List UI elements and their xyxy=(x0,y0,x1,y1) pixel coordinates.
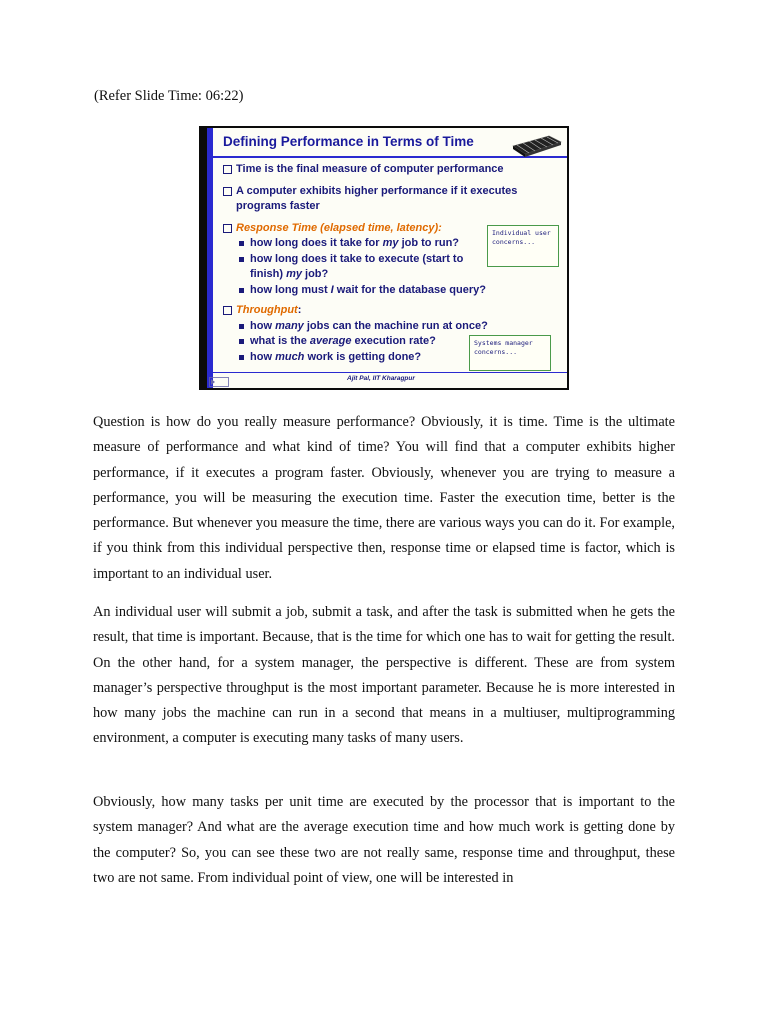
response-time-paren: (elapsed time, latency): xyxy=(320,221,442,234)
note-line: concerns... xyxy=(492,237,536,246)
emphasis: average xyxy=(309,335,352,347)
text: finish) xyxy=(250,268,287,280)
footer-rule xyxy=(213,372,567,373)
response-time-label: Response Time xyxy=(236,221,318,234)
emphasis: much xyxy=(275,350,305,363)
individual-user-note xyxy=(487,225,559,267)
slide-sub-bullet-continuation xyxy=(223,267,559,283)
chip-icon xyxy=(509,132,563,158)
checkbox-bullet-icon xyxy=(223,187,232,196)
text: work is getting done? xyxy=(304,350,422,363)
throughput-label: Throughput xyxy=(236,304,298,316)
text: how xyxy=(250,319,276,332)
square-bullet-icon xyxy=(239,339,244,344)
slide-sub-bullet xyxy=(223,319,559,335)
slide-bullet-text: A computer exhibits higher performance if it executes xyxy=(236,184,518,197)
square-bullet-icon xyxy=(239,257,244,262)
text: how long must xyxy=(250,283,331,296)
emphasis: my xyxy=(382,237,399,249)
text: jobs can the machine run at once? xyxy=(303,319,488,332)
slide-image xyxy=(199,126,569,390)
checkbox-bullet-icon xyxy=(223,165,232,174)
square-bullet-icon xyxy=(239,355,244,360)
throughput-colon: : xyxy=(297,304,302,316)
text: what is the xyxy=(250,335,310,347)
slide-bullet xyxy=(223,162,559,178)
slide-nav-icon xyxy=(209,377,229,387)
text: execution rate? xyxy=(351,335,436,347)
slide-title: Defining Performance in Terms of Time xyxy=(223,134,474,149)
checkbox-bullet-icon xyxy=(223,224,232,233)
note-line: Systems manager xyxy=(474,339,533,347)
checkbox-bullet-icon xyxy=(223,306,232,315)
slide-bullet xyxy=(223,184,559,200)
emphasis: many xyxy=(275,319,304,332)
text: job to run? xyxy=(398,237,460,249)
square-bullet-icon xyxy=(239,288,244,293)
body-paragraph: An individual user will submit a job, submit a task, and after the task is submitted when he gets the result, that time is important. Because, that is the time for which one has to wait for getting the result. On the other hand, for a system manager, the perspective is different. These are from system manager’s perspective throughput is the most important parameter. Because he is more interested in how many jobs the machine can run in a second that means in a multiuser, multiprogramming environment, a computer is executing many tasks of many users. xyxy=(93,604,675,747)
text: how xyxy=(250,350,276,363)
square-bullet-icon xyxy=(239,324,244,329)
refer-slide-time: (Refer Slide Time: 06:22) xyxy=(94,88,244,104)
body-paragraph: Question is how do you really measure performance? Obviously, it is time. Time is the ultimate measure of performance and what kind of time? You will find that a computer exhibits higher performance, if it executes a program faster. Obviously, whenever you are trying to measure a performance, you will be measuring the execution time. Faster the execution time, better is the performance. But whenever you measure the time, there are various ways you can do it. For example, if you think from this individual perspective then, response time or elapsed time is factor, which is important to an individual user. xyxy=(93,414,675,582)
text: wait for the database query? xyxy=(333,283,486,296)
slide-left-bar xyxy=(207,128,213,388)
slide-footer: Ajit Pal, IIT Kharagpur xyxy=(347,375,415,382)
text: how long does it take to execute (start to xyxy=(250,252,464,265)
text: job? xyxy=(301,268,329,280)
text: how long does it take for xyxy=(250,237,383,249)
emphasis: my xyxy=(286,268,302,280)
slide-bullet-throughput xyxy=(223,303,559,319)
note-line: concerns... xyxy=(474,347,518,356)
body-paragraph: Obviously, how many tasks per unit time are executed by the processor that is important to the system manager? And what are the average execution time and how much work is getting done by the computer? So, you can see these two are not really same, response time and throughput, these two are not same. From individual point of view, one will be interested in xyxy=(93,794,675,886)
note-line: Individual user xyxy=(492,229,551,237)
slide-bullet-text: Time is the final measure of computer performance xyxy=(236,163,504,175)
systems-manager-note xyxy=(469,335,551,371)
slide-content xyxy=(207,128,567,388)
slide-bullet-continuation: programs faster xyxy=(236,200,320,212)
slide-sub-bullet xyxy=(223,283,559,299)
emphasis: I xyxy=(330,283,334,296)
square-bullet-icon xyxy=(239,241,244,246)
